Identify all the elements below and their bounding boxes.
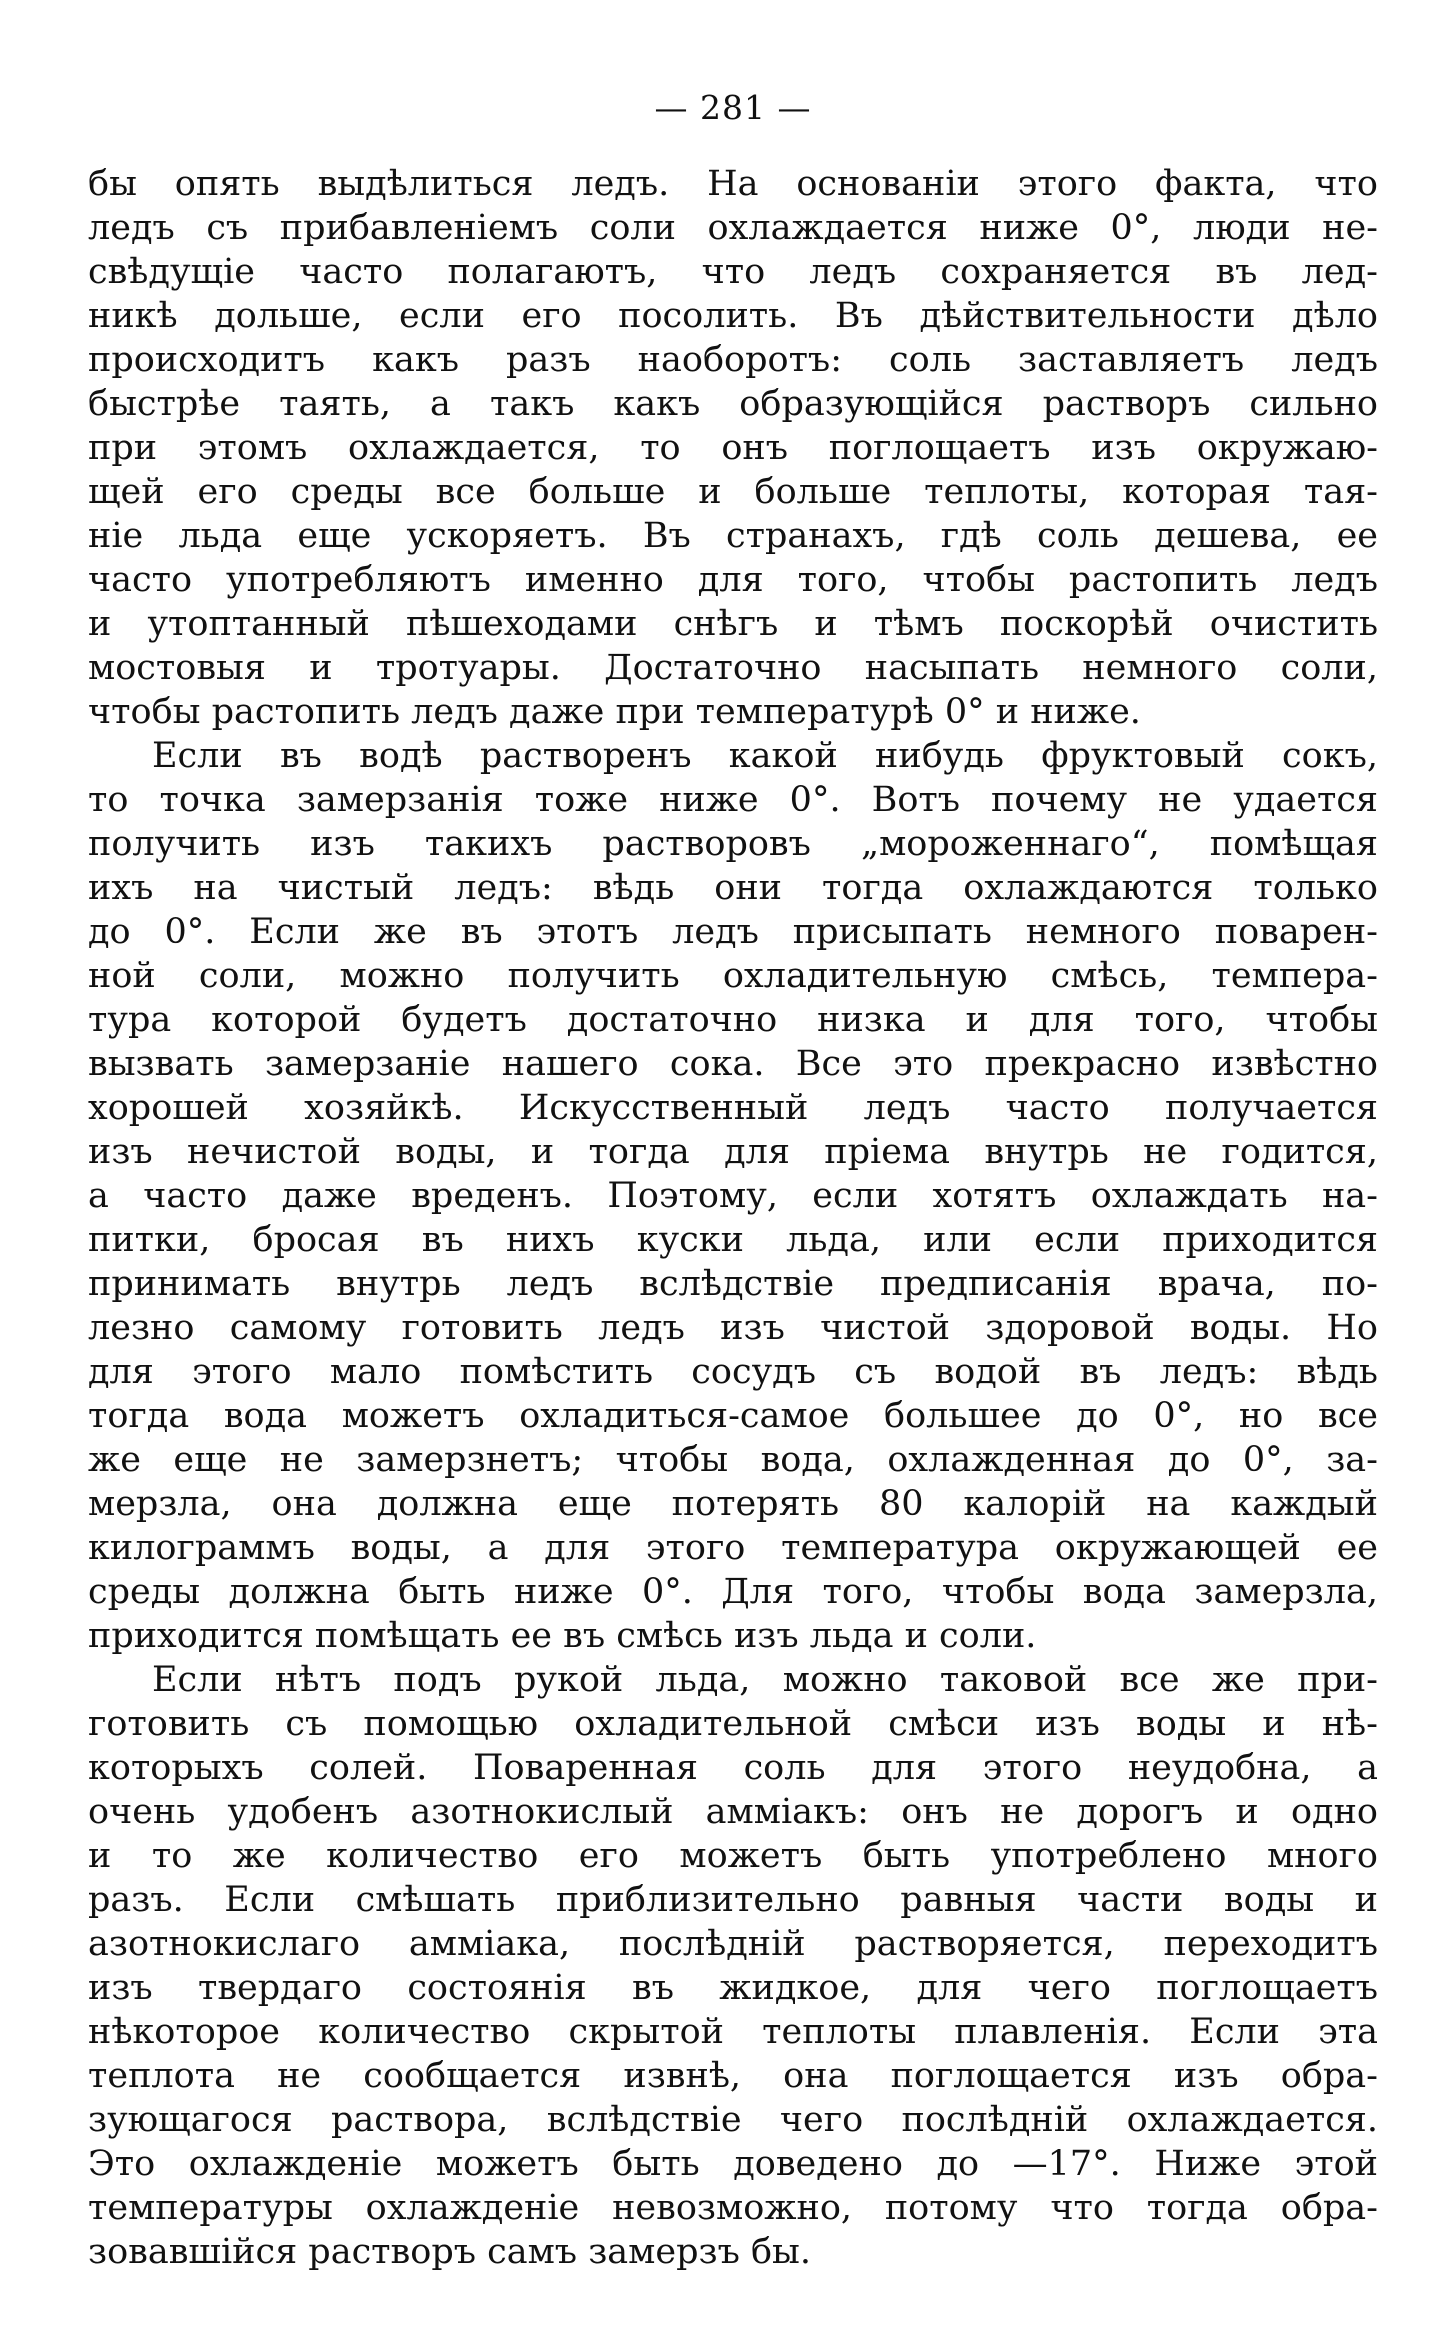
text-line: питки, бросая въ нихъ куски льда, или если приходится — [88, 1220, 1378, 1260]
book-page — [88, 0, 1378, 2347]
text-line: мерзла, она должна еще потерять 80 калорій на каждый — [88, 1484, 1378, 1524]
text-line: происходитъ какъ разъ наоборотъ: соль заставляетъ ледъ — [88, 340, 1378, 380]
text-line: принимать внутрь ледъ вслѣдствіе предписанія врача, по- — [88, 1264, 1378, 1304]
text-line: же еще не замерзнетъ; чтобы вода, охлажденная до 0°, за- — [88, 1440, 1378, 1480]
text-line: вызвать замерзаніе нашего сока. Все это прекрасно извѣстно — [88, 1044, 1378, 1084]
page-body — [88, 162, 1378, 2274]
text-line: ледъ съ прибавленіемъ соли охлаждается ниже 0°, люди не- — [88, 208, 1378, 248]
paragraph — [88, 162, 1378, 734]
text-line: при этомъ охлаждается, то онъ поглощаетъ изъ окружаю- — [88, 428, 1378, 468]
text-line: то точка замерзанія тоже ниже 0°. Вотъ почему не удается — [88, 780, 1378, 820]
text-line: мостовыя и тротуары. Достаточно насыпать немного соли, — [88, 648, 1378, 688]
text-line: никѣ дольше, если его посолить. Въ дѣйствительности дѣло — [88, 296, 1378, 336]
text-line: щей его среды все больше и больше теплоты, которая тая- — [88, 472, 1378, 512]
text-line: и утоптанный пѣшеходами снѣгъ и тѣмъ поскорѣй очистить — [88, 604, 1378, 644]
text-line: теплота не сообщается извнѣ, она поглощается изъ обра- — [88, 2056, 1378, 2096]
text-line: изъ твердаго состоянія въ жидкое, для чего поглощаетъ — [88, 1968, 1378, 2008]
text-line: Это охлажденіе можетъ быть доведено до —17°. Ниже этой — [88, 2144, 1378, 2184]
text-line: чтобы растопить ледъ даже при температурѣ 0° и ниже. — [88, 692, 1141, 732]
text-line: часто употребляютъ именно для того, чтобы растопить ледъ — [88, 560, 1378, 600]
text-line: получить изъ такихъ растворовъ „мороженнаго“, помѣщая — [88, 824, 1378, 864]
text-line: для этого мало помѣстить сосудъ съ водой въ ледъ: вѣдь — [88, 1352, 1378, 1392]
text-line: тогда вода можетъ охладиться-самое большее до 0°, но все — [88, 1396, 1378, 1436]
text-line: температуры охлажденіе невозможно, потому что тогда обра- — [88, 2188, 1378, 2228]
text-line: килограммъ воды, а для этого температура окружающей ее — [88, 1528, 1378, 1568]
text-line: хорошей хозяйкѣ. Искусственный ледъ часто получается — [88, 1088, 1378, 1128]
text-line: которыхъ солей. Поваренная соль для этого неудобна, а — [88, 1748, 1378, 1788]
text-line: до 0°. Если же въ этотъ ледъ присыпать немного поварен- — [88, 912, 1378, 952]
text-line: Если нѣтъ подъ рукой льда, можно таковой все же при- — [152, 1660, 1378, 1700]
paragraph — [88, 734, 1378, 1658]
page-number: — 281 — — [654, 88, 812, 127]
text-line: бы опять выдѣлиться ледъ. На основаніи этого факта, что — [88, 164, 1378, 204]
text-line: зующагося раствора, вслѣдствіе чего послѣдній охлаждается. — [88, 2100, 1378, 2140]
paragraph — [88, 1658, 1378, 2274]
text-line: ной соли, можно получить охладительную смѣсь, темпера- — [88, 956, 1378, 996]
text-line: нѣкоторое количество скрытой теплоты плавленія. Если эта — [88, 2012, 1378, 2052]
text-line: быстрѣе таять, а такъ какъ образующійся растворъ сильно — [88, 384, 1378, 424]
text-line: ихъ на чистый ледъ: вѣдь они тогда охлаждаются только — [88, 868, 1378, 908]
text-line: свѣдущіе часто полагаютъ, что ледъ сохраняется въ лед- — [88, 252, 1378, 292]
text-line: тура которой будетъ достаточно низка и для того, чтобы — [88, 1000, 1378, 1040]
text-line: зовавшійся растворъ самъ замерзъ бы. — [88, 2232, 812, 2272]
text-line: приходится помѣщать ее въ смѣсь изъ льда и соли. — [88, 1616, 1037, 1656]
text-line: среды должна быть ниже 0°. Для того, чтобы вода замерзла, — [88, 1572, 1378, 1612]
text-line: Если въ водѣ растворенъ какой нибудь фруктовый сокъ, — [152, 736, 1378, 776]
text-line: лезно самому готовить ледъ изъ чистой здоровой воды. Но — [88, 1308, 1378, 1348]
text-line: и то же количество его можетъ быть употреблено много — [88, 1836, 1378, 1876]
text-line: изъ нечистой воды, и тогда для пріема внутрь не годится, — [88, 1132, 1378, 1172]
text-line: азотнокислаго амміака, послѣдній растворяется, переходитъ — [88, 1924, 1378, 1964]
text-line: разъ. Если смѣшать приблизительно равныя части воды и — [88, 1880, 1378, 1920]
text-line: очень удобенъ азотнокислый амміакъ: онъ не дорогъ и одно — [88, 1792, 1378, 1832]
text-line: ніе льда еще ускоряетъ. Въ странахъ, гдѣ соль дешева, ее — [88, 516, 1378, 556]
text-line: а часто даже вреденъ. Поэтому, если хотятъ охлаждать на- — [88, 1176, 1378, 1216]
text-line: готовить съ помощью охладительной смѣси изъ воды и нѣ- — [88, 1704, 1378, 1744]
